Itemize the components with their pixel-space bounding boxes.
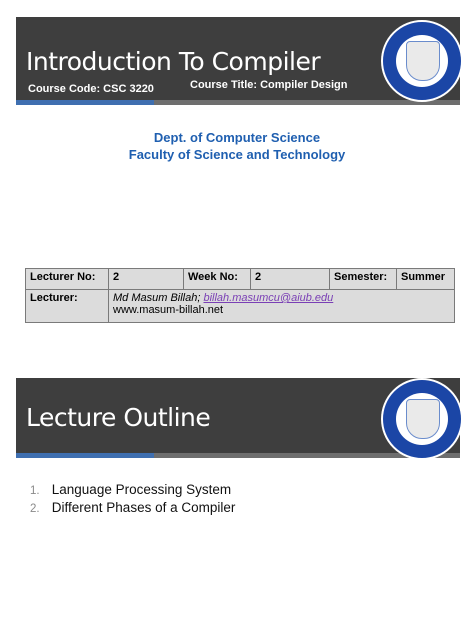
week-no-value: 2 bbox=[251, 269, 330, 290]
lecture-info-table bbox=[25, 268, 455, 323]
lecturer-details bbox=[109, 290, 455, 323]
list-text: Different Phases of a Compiler bbox=[51, 500, 236, 515]
dept-line: Dept. of Computer Science bbox=[153, 130, 321, 145]
list-item bbox=[30, 500, 235, 518]
slide-title: Introduction To Compiler bbox=[26, 47, 321, 76]
university-logo bbox=[381, 20, 463, 102]
course-code: Course Code: CSC 3220 bbox=[28, 83, 154, 95]
semester-label: Semester: bbox=[330, 269, 397, 290]
list-item bbox=[30, 482, 235, 500]
semester-value: Summer bbox=[397, 269, 455, 290]
list-number: 1. bbox=[30, 485, 40, 497]
table-row bbox=[26, 290, 455, 323]
logo-shield-icon bbox=[406, 41, 440, 81]
outline-list bbox=[30, 482, 235, 518]
accent-bar-left-2 bbox=[16, 453, 154, 458]
lecturer-label: Lecturer: bbox=[26, 290, 109, 323]
table-row bbox=[26, 269, 455, 290]
lecturer-no-label: Lecturer No: bbox=[26, 269, 109, 290]
logo-shield-icon bbox=[406, 399, 440, 439]
list-text: Language Processing System bbox=[51, 482, 232, 497]
lecturer-no-value: 2 bbox=[109, 269, 184, 290]
accent-bar-left bbox=[16, 100, 154, 105]
lecturer-name: Md Masum Billah; bbox=[113, 292, 201, 304]
lecturer-email-link[interactable]: billah.masumcu@aiub.edu bbox=[203, 292, 334, 304]
outline-title: Lecture Outline bbox=[26, 403, 211, 432]
week-no-label: Week No: bbox=[184, 269, 251, 290]
list-number: 2. bbox=[30, 503, 40, 515]
university-logo-2 bbox=[381, 378, 463, 460]
lecturer-website: www.masum-billah.net bbox=[113, 304, 224, 316]
faculty-line: Faculty of Science and Technology bbox=[128, 147, 346, 162]
course-title: Course Title: Compiler Design bbox=[190, 79, 348, 91]
